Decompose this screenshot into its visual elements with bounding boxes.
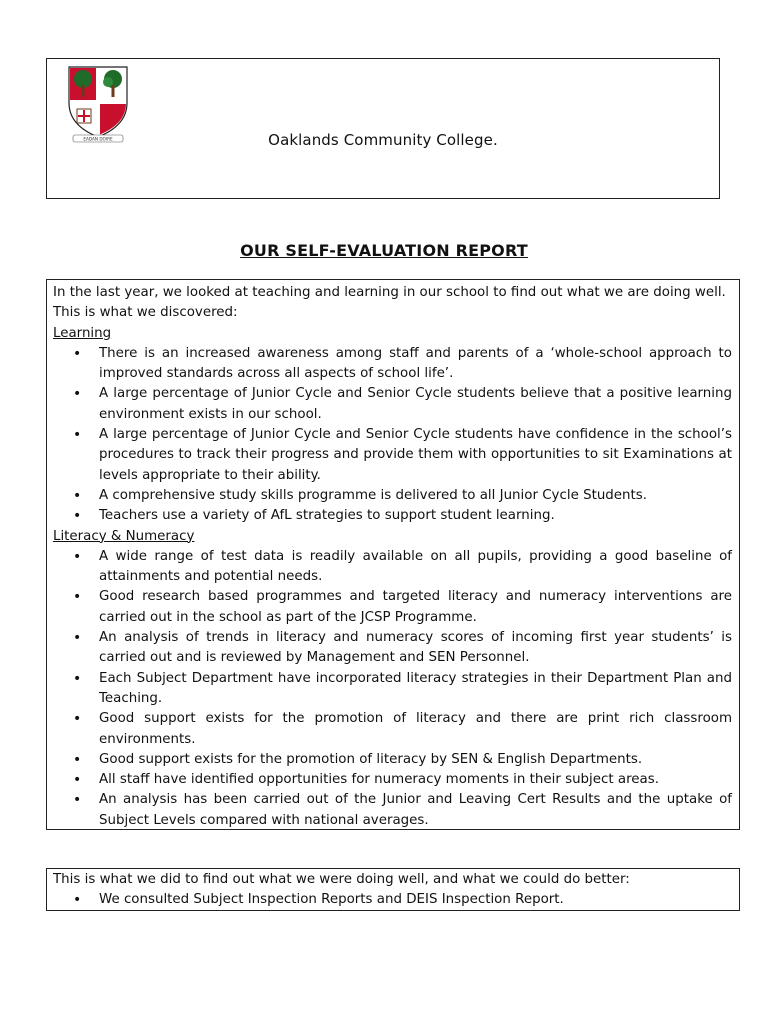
list-item: • A large percentage of Junior Cycle and Senior Cycle students believe that a positive learning environment exists in our school.: [53, 384, 732, 425]
literacy-numeracy-list: [53, 547, 732, 831]
list-item: • A large percentage of Junior Cycle and Senior Cycle students have confidence in the school’s procedures to track their progress and provide them with opportunities to sit Examinations at levels appropriate to their ability.: [53, 425, 732, 486]
college-name: Oaklands Community College.: [268, 131, 498, 149]
section-heading-literacy-numeracy: Literacy & Numeracy: [53, 528, 195, 544]
list-item: • An analysis has been carried out of the Junior and Leaving Cert Results and the uptake of Subject Levels compared with national averages.: [53, 790, 732, 831]
findings-box: [46, 279, 740, 830]
list-item: • Good research based programmes and targeted literacy and numeracy interventions are carried out in the school as part of the JCSP Programme.: [53, 587, 732, 628]
list-item: • Good support exists for the promotion of literacy and there are print rich classroom environments.: [53, 709, 732, 750]
methods-intro: This is what we did to find out what we were doing well, and what we could do better:: [53, 872, 630, 887]
svg-text:EADAN DOIRE: EADAN DOIRE: [83, 136, 113, 142]
header-box: [46, 58, 720, 199]
list-item: • Good support exists for the promotion of literacy by SEN & English Departments.: [53, 750, 732, 770]
list-item: • All staff have identified opportunities for numeracy moments in their subject areas.: [53, 770, 732, 790]
list-item: • A wide range of test data is readily available on all pupils, providing a good baseline of attainments and potential needs.: [53, 547, 732, 588]
list-item: • An analysis of trends in literacy and numeracy scores of incoming first year students’ is carried out and is reviewed by Management and SEN Personnel.: [53, 628, 732, 669]
methods-list: [53, 890, 732, 910]
findings-intro: In the last year, we looked at teaching and learning in our school to find out what we are doing well. This is what we discovered:: [53, 285, 726, 321]
learning-list: [53, 344, 732, 527]
list-item: • Each Subject Department have incorporated literacy strategies in their Department Plan and Teaching.: [53, 669, 732, 710]
list-item: • Teachers use a variety of AfL strategies to support student learning.: [53, 506, 732, 526]
list-item: • A comprehensive study skills programme is delivered to all Junior Cycle Students.: [53, 486, 732, 506]
section-heading-learning: Learning: [53, 325, 112, 341]
report-title: OUR SELF-EVALUATION REPORT: [240, 241, 528, 260]
list-item: • There is an increased awareness among staff and parents of a ‘whole-school approach to improved standards across all aspects of school life’.: [53, 344, 732, 385]
list-item: • We consulted Subject Inspection Reports and DEIS Inspection Report.: [53, 890, 732, 910]
methods-box: [46, 868, 740, 911]
